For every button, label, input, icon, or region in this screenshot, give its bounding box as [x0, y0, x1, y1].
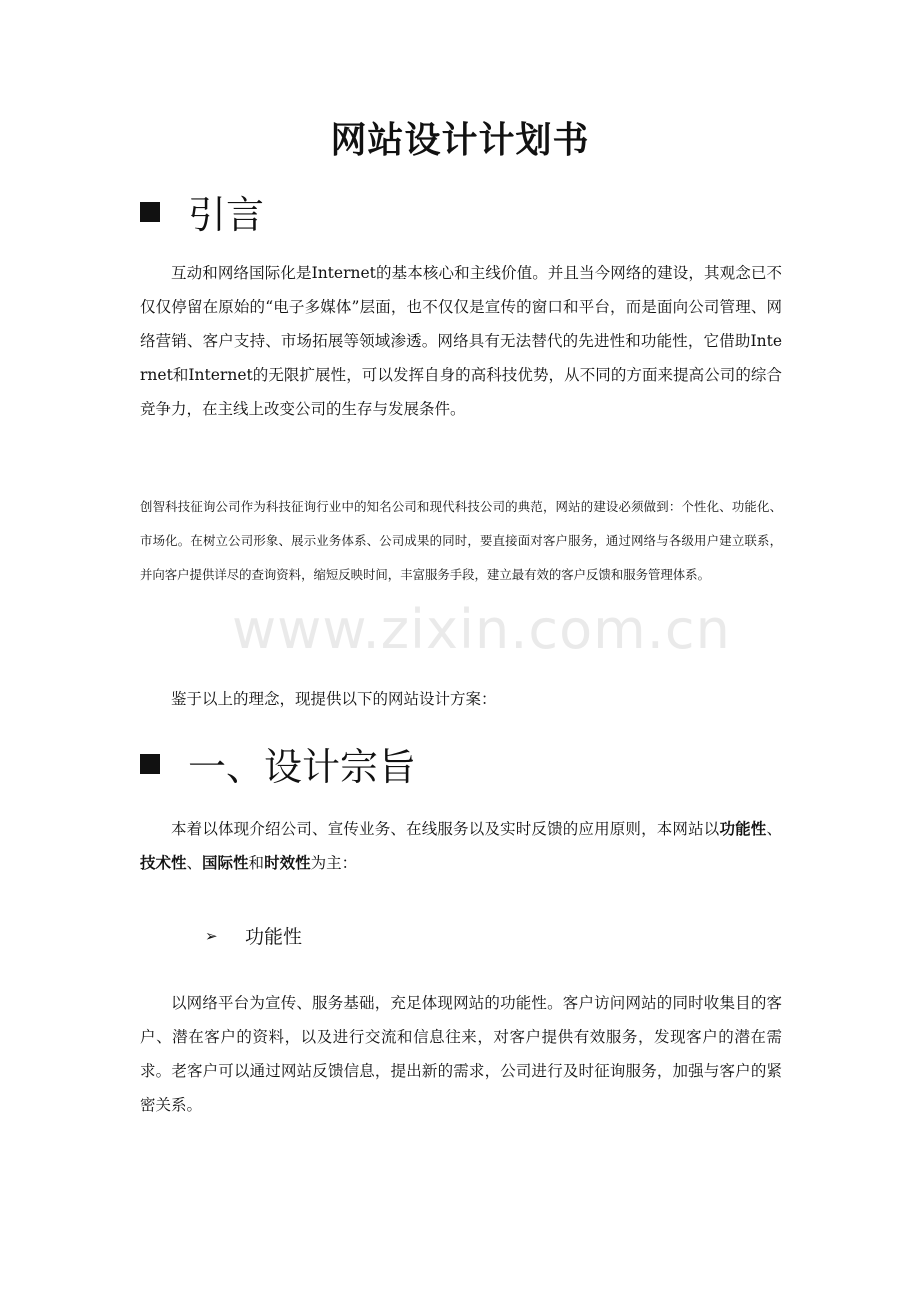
purpose-paragraph	[140, 812, 782, 880]
subsection-heading-text: 功能性	[245, 926, 303, 948]
keyword-functionality: 功能性	[719, 820, 767, 838]
section-heading-intro	[140, 184, 264, 239]
separator: 、	[766, 820, 782, 838]
keyword-technicality: 技术性	[140, 854, 187, 872]
section-heading-intro-text: 引言	[188, 193, 265, 237]
square-bullet-icon	[140, 202, 160, 222]
keyword-internationality: 国际性	[202, 854, 249, 872]
square-bullet-icon	[140, 754, 160, 774]
purpose-suffix: 为主：	[310, 854, 358, 872]
subsection-heading-functionality	[205, 922, 302, 949]
watermark: www.zixin.com.cn	[232, 598, 731, 661]
separator: 、	[186, 854, 203, 872]
document-title: 网站设计计划书	[330, 119, 590, 161]
separator: 和	[248, 854, 265, 872]
intro-paragraph-2: 创智科技征询公司作为科技征询行业中的知名公司和现代科技公司的典范，网站的建设必须做到：个性化、功能化、市场化。在树立公司形象、展示业务体系、公司成果的同时，要直接面对客户服务，通过网络与各级用户建立联系，并向客户提供详尽的查询资料，缩短反映时间，丰富服务手段，建立最有效的客户反馈和服务管理体系。	[140, 499, 782, 582]
functionality-paragraph: 以网络平台为宣传、服务基础，充足体现网站的功能性。客户访问网站的同时收集目的客户、潜在客户的资料，以及进行交流和信息往来，对客户提供有效服务，发现客户的潜在需求。老客户可以通过网站反馈信息，提出新的需求，公司进行及时征询服务，加强与客户的紧密关系。	[140, 994, 782, 1114]
purpose-prefix: 本着以体现介绍公司、宣传业务、在线服务以及实时反馈的应用原则，本网站以	[171, 820, 720, 838]
keyword-timeliness: 时效性	[264, 854, 311, 872]
intro-paragraph-1: 互动和网络国际化是Internet的基本核心和主线价值。并且当今网络的建设，其观念已不仅仅停留在原始的“电子多媒体”层面，也不仅仅是宣传的窗口和平台，而是面向公司管理、网络营销、客户支持、市场拓展等领域渗透。网络具有无法替代的先进性和功能性，它借助Internet和Internet的无限扩展性，可以发挥自身的高科技优势，从不同的方面来提高公司的综合竞争力，在主线上改变公司的生存与发展条件。	[140, 264, 782, 418]
section-heading-purpose	[140, 736, 416, 791]
section-heading-purpose-text: 一、设计宗旨	[188, 745, 417, 789]
arrow-bullet-icon: ➢	[205, 926, 218, 945]
intro-paragraph-3: 鉴于以上的理念，现提供以下的网站设计方案：	[171, 690, 497, 708]
